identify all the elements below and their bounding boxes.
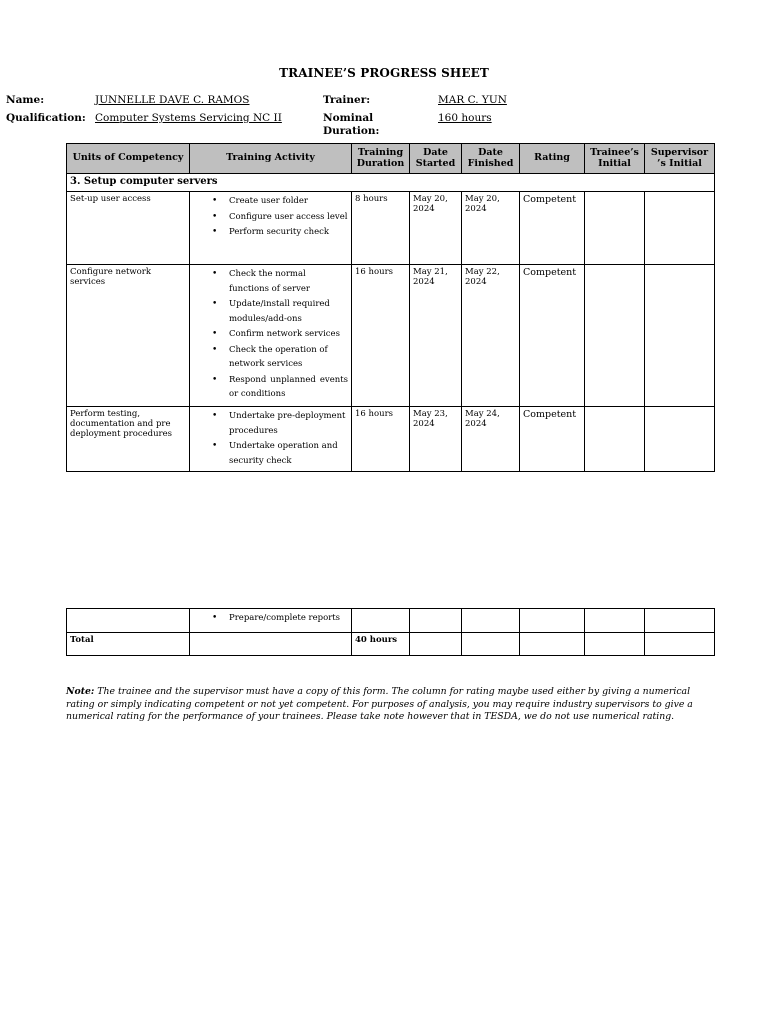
activity-item: • Undertake operation and security check — [229, 439, 348, 468]
rating-cell: Competent — [520, 192, 585, 265]
section-title: 3. Setup computer servers — [67, 174, 715, 192]
date-started-cell — [410, 609, 462, 633]
trainer-name: MAR C. YUN — [438, 94, 507, 106]
trainee-initial-cell — [585, 407, 645, 472]
qualification-label: Qualification: — [6, 112, 86, 124]
nominal-label: Nominal — [323, 112, 374, 124]
supervisor-initial-cell — [645, 407, 715, 472]
document-title: TRAINEE’S PROGRESS SHEET — [279, 66, 489, 80]
trainee-initial-cell — [585, 609, 645, 633]
note-text: The trainee and the supervisor must have a copy of this form. The column for rating maybe used either by giving a numerical rating or simply indicating competent or not yet competent. For purposes of analysis, you may require industry supervisors to give a numerical rating for the performance of your trainees. Please take note however that in TESDA, we do not use numerical rating. — [66, 686, 693, 722]
rating-cell: Competent — [520, 265, 585, 407]
table-row — [67, 407, 715, 472]
date-finished-cell: May 24, 2024 — [462, 407, 520, 472]
activity-item: • Create user folder — [229, 194, 348, 209]
header-date-finished: Date Finished — [462, 144, 520, 174]
summary-table — [66, 608, 715, 656]
duration-cell: 16 hours — [352, 265, 410, 407]
supervisor-initial-cell — [645, 192, 715, 265]
table-header-row — [67, 144, 715, 174]
trainee-initial-cell — [585, 265, 645, 407]
trainer-label: Trainer: — [323, 94, 371, 106]
name-label: Name: — [6, 94, 45, 106]
activity-item: • Update/install required modules/add-ons — [229, 297, 348, 326]
header-trainee-initial: Trainee’s Initial — [585, 144, 645, 174]
activity-item: • Check the operation of network services — [229, 343, 348, 372]
header-date-started: Date Started — [410, 144, 462, 174]
header-units: Units of Competency — [67, 144, 190, 174]
unit-cell: Configure network services — [67, 265, 190, 407]
rating-cell — [520, 609, 585, 633]
total-label: Total — [67, 633, 190, 656]
trainee-name: JUNNELLE DAVE C. RAMOS — [95, 94, 250, 106]
activity-cell — [190, 265, 352, 407]
note-paragraph — [66, 686, 712, 724]
duration-label: Duration: — [323, 125, 380, 137]
activity-cell — [190, 609, 352, 633]
activity-item: • Configure user access level — [229, 210, 348, 225]
empty-cell — [462, 633, 520, 656]
activity-item: • Prepare/complete reports — [229, 611, 348, 626]
activity-item: • Confirm network services — [229, 327, 348, 342]
unit-cell — [67, 609, 190, 633]
empty-cell — [190, 633, 352, 656]
section-row — [67, 174, 715, 192]
supervisor-initial-cell — [645, 265, 715, 407]
empty-cell — [645, 633, 715, 656]
total-duration: 40 hours — [352, 633, 410, 656]
unit-cell: Set-up user access — [67, 192, 190, 265]
nominal-duration-value: 160 hours — [438, 112, 492, 124]
table-row — [67, 265, 715, 407]
header-duration: Training Duration — [352, 144, 410, 174]
progress-table — [66, 143, 715, 472]
duration-cell — [352, 609, 410, 633]
date-started-cell: May 20, 2024 — [410, 192, 462, 265]
empty-cell — [520, 633, 585, 656]
activity-cell — [190, 407, 352, 472]
table-row — [67, 609, 715, 633]
date-started-cell: May 23, 2024 — [410, 407, 462, 472]
empty-cell — [410, 633, 462, 656]
trainee-initial-cell — [585, 192, 645, 265]
duration-cell: 16 hours — [352, 407, 410, 472]
activity-cell — [190, 192, 352, 265]
date-finished-cell — [462, 609, 520, 633]
supervisor-initial-cell — [645, 609, 715, 633]
date-started-cell: May 21, 2024 — [410, 265, 462, 407]
empty-cell — [585, 633, 645, 656]
note-label: Note: — [66, 686, 95, 697]
header-supervisor-initial: Supervisor ’s Initial — [645, 144, 715, 174]
total-row — [67, 633, 715, 656]
activity-item: • Respond unplanned events or conditions — [229, 373, 348, 402]
unit-cell: Perform testing, documentation and pre deployment procedures — [67, 407, 190, 472]
activity-item: • Check the normal functions of server — [229, 267, 348, 296]
date-finished-cell: May 22, 2024 — [462, 265, 520, 407]
table-row — [67, 192, 715, 265]
qualification-value: Computer Systems Servicing NC II — [95, 112, 282, 124]
activity-item: • Undertake pre-deployment procedures — [229, 409, 348, 438]
rating-cell: Competent — [520, 407, 585, 472]
date-finished-cell: May 20, 2024 — [462, 192, 520, 265]
header-rating: Rating — [520, 144, 585, 174]
header-activity: Training Activity — [190, 144, 352, 174]
duration-cell: 8 hours — [352, 192, 410, 265]
activity-item: • Perform security check — [229, 225, 348, 240]
